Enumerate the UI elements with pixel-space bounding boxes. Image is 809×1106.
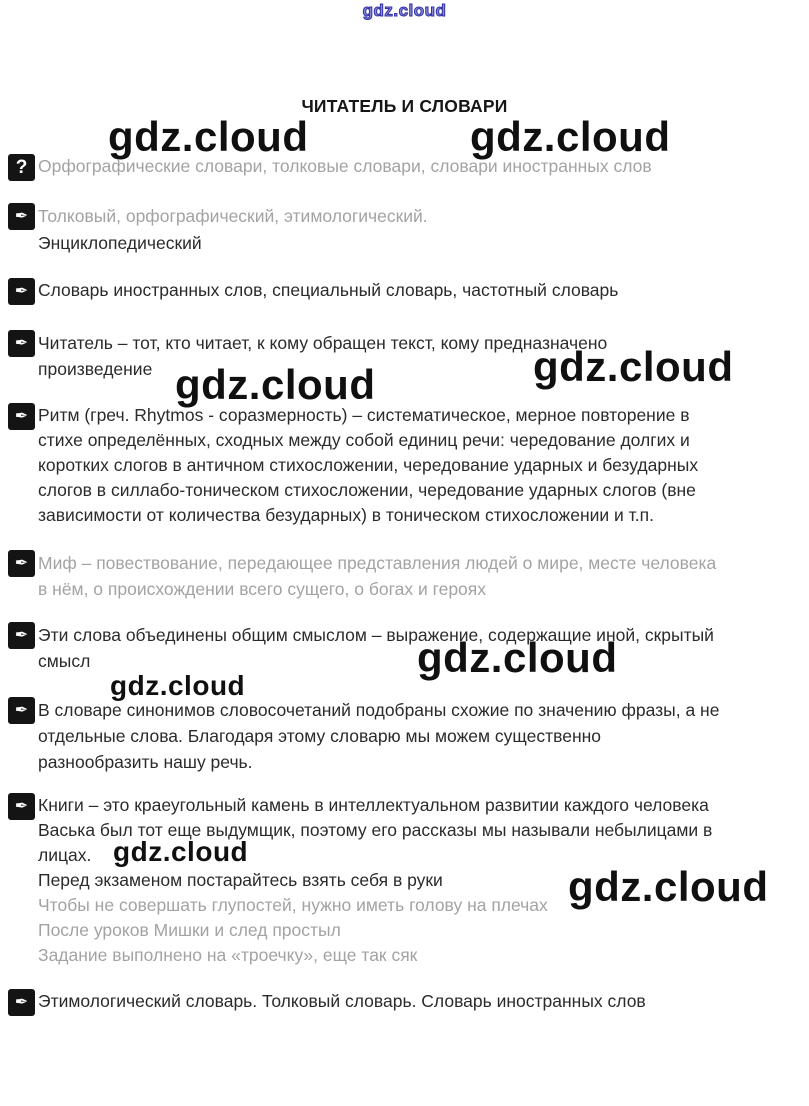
watermark-overlay: gdz.cloud <box>470 113 671 160</box>
answer-line: Словарь иностранных слов, специальный словарь, частотный словарь <box>38 280 619 300</box>
answer-line: Книги – это краеугольный камень в интеллектуальном развитии каждого человека <box>38 795 709 815</box>
answer-section <box>0 793 809 968</box>
answer-line: Миф – повествование, передающее представления людей о мире, месте человека <box>38 553 717 573</box>
answer-line: отдельные слова. Благодаря этому словарю мы можем существенно <box>38 726 601 746</box>
pen-icon: ✒ <box>8 403 35 430</box>
watermark-overlay: gdz.cloud <box>175 361 376 408</box>
answer-line: разнообразить нашу речь. <box>38 752 253 772</box>
answer-line: стихе определённых, сходных между собой единиц речи: чередование долгих и <box>38 430 690 450</box>
watermark-overlay: gdz.cloud <box>108 113 309 160</box>
watermark-overlay: gdz.cloud <box>533 343 734 390</box>
answer-section <box>0 550 809 602</box>
answer-line: Васька был тот еще выдумщик, поэтому его рассказы мы называли небылицами в <box>38 820 713 840</box>
question-line: Орфографические словари, толковые словари, словари иностранных слов <box>38 156 652 176</box>
pen-icon: ✒ <box>8 330 35 357</box>
answer-section <box>0 697 809 775</box>
answer-line: Чтобы не совершать глупостей, нужно иметь голову на плечах <box>38 895 548 915</box>
answer-line: Читатель – тот, кто читает, к кому обращен текст, кому предназначено <box>38 333 608 353</box>
answer-line: Задание выполнено на «троечку», еще так сяк <box>38 945 418 965</box>
site-watermark-top: gdz.cloud <box>362 1 447 20</box>
watermark-overlay: gdz.cloud <box>113 836 249 867</box>
answer-line: произведение <box>38 359 153 379</box>
page-title: ЧИТАТЕЛЬ И СЛОВАРИ <box>301 96 508 116</box>
answer-section <box>0 403 809 528</box>
pen-icon: ✒ <box>8 793 35 820</box>
answer-line: смысл <box>38 651 91 671</box>
answer-line: Эти слова объединены общим смыслом – выражение, содержащие иной, скрытый <box>38 625 714 645</box>
answer-line: В словаре синонимов словосочетаний подобраны схожие по значению фразы, а не <box>38 700 720 720</box>
answer-line: Ритм (греч. Rhytmos - соразмерность) – систематическое, мерное повторение в <box>38 405 690 425</box>
question-icon: ? <box>8 154 35 181</box>
watermark-overlay: gdz.cloud <box>110 670 246 701</box>
answer-line: лицах. <box>38 845 92 865</box>
watermark-overlay: gdz.cloud <box>417 634 618 681</box>
answer-section <box>0 330 809 382</box>
pen-icon: ✒ <box>8 622 35 649</box>
answer-section <box>0 989 809 1015</box>
answer-line: зависимости от количества безударных) в тоническом стихосложении и т.п. <box>38 505 654 525</box>
answer-section <box>0 622 809 674</box>
answer-line: Перед экзаменом постарайтесь взять себя в руки <box>38 870 443 890</box>
answer-section <box>0 278 809 304</box>
pen-icon: ✒ <box>8 278 35 305</box>
answer-line: Энциклопедический <box>38 232 202 253</box>
answer-line: слогов в силлабо-тоническом стихосложении, чередование ударных слогов (вне <box>38 480 696 500</box>
answer-line: коротких слогов в античном стихосложении, чередование ударных и безударных <box>38 455 699 475</box>
answer-section <box>0 203 809 256</box>
question-section <box>0 154 809 180</box>
pen-icon: ✒ <box>8 697 35 724</box>
watermark-overlay: gdz.cloud <box>568 863 769 910</box>
answer-line: После уроков Мишки и след простыл <box>38 920 341 940</box>
pen-icon: ✒ <box>8 203 35 230</box>
answer-line: Толковый, орфографический, этимологический. <box>38 206 428 226</box>
pen-icon: ✒ <box>8 989 35 1016</box>
answer-line: Этимологический словарь. Толковый словарь. Словарь иностранных слов <box>38 991 646 1011</box>
pen-icon: ✒ <box>8 550 35 577</box>
answer-line: в нём, о происхождении всего сущего, о богах и героях <box>38 579 487 599</box>
